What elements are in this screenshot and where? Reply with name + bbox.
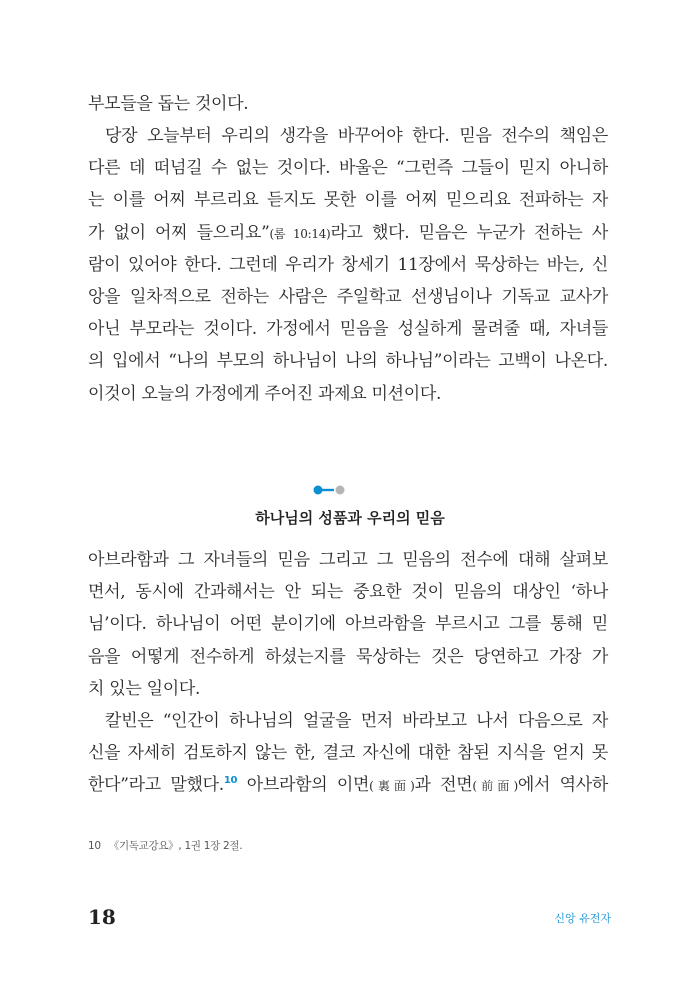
text-line: 다른 데 떠넘길 수 없는 것이다. 바울은 “그런즉 그들이 믿지 아니하 (88, 158, 608, 179)
text-segment: 한다”라고 말했다. (88, 775, 224, 796)
text-line: 님’이다. 하나님이 어떤 분이기에 아브라함을 부르시고 그를 통해 믿 (88, 614, 608, 635)
text-line: 부모들을 돕는 것이다. (88, 94, 249, 114)
text-line: 의 입에서 “나의 부모의 하나님이 나의 하나님”이라는 고백이 나온다. (88, 351, 608, 372)
hanja-annotation: (前面) (472, 779, 518, 794)
text-segment: 과 전면 (414, 775, 473, 796)
paragraph-object-of-faith (88, 544, 608, 705)
footnote-reference[interactable]: 10 (223, 775, 238, 787)
paragraph-calvin-quote (88, 705, 608, 802)
hanja-annotation: (裏面) (369, 779, 415, 794)
text-line: 이것이 오늘의 가정에게 주어진 과제요 미션이다. (88, 383, 442, 404)
text-line: 신을 자세히 검토하지 않는 한, 결코 자신에 대한 참된 지식을 얻지 못 (88, 743, 608, 764)
text-line: 아브라함과 그 자녀들의 믿음 그리고 그 믿음의 전수에 대해 살펴보 (88, 550, 608, 570)
text-line: 칼빈은 “인간이 하나님의 얼굴을 먼저 바라보고 나서 다음으로 자 (105, 711, 608, 731)
text-segment: 아브라함의 이면 (237, 775, 370, 796)
section-heading: 하나님의 성품과 우리의 믿음 (255, 509, 445, 527)
ornament-gray-dot (336, 486, 345, 495)
text-line: 면서, 동시에 간과해서는 안 되는 중요한 것이 믿음의 대상인 ‘하나 (88, 582, 608, 603)
text-line-with-citation (88, 217, 608, 249)
text-line-with-footnote (88, 769, 608, 801)
text-line: 앙을 일차적으로 전하는 사람은 주일학교 선생님이나 기독교 교사가 (88, 286, 608, 307)
text-line: 당장 오늘부터 우리의 생각을 바꾸어야 한다. 믿음 전수의 책임은 (105, 126, 608, 146)
section-ornament-icon (312, 484, 352, 496)
footnote-number: 10 (88, 840, 101, 852)
paragraph-continuation (88, 88, 608, 120)
ornament-blue-dot (314, 486, 323, 495)
text-line: 는 이를 어찌 부르리요 듣지도 못한 이를 어찌 믿으리요 전파하는 자 (88, 190, 608, 211)
text-line: 치 있는 일이다. (88, 678, 201, 699)
text-segment: 가 없이 어찌 들으리요” (88, 222, 270, 243)
page-number: 18 (88, 905, 116, 929)
text-segment: 에서 역사하 (517, 775, 608, 796)
footnote (88, 838, 242, 853)
text-segment: 라고 했다. 믿음은 누군가 전하는 사 (330, 222, 608, 243)
text-line: 람이 있어야 한다. 그런데 우리가 창세기 11장에서 묵상하는 바는, 신 (88, 254, 608, 275)
running-title: 신앙 유전자 (554, 912, 611, 925)
footnote-text: 《기독교강요》, 1권 1장 2절. (108, 840, 243, 852)
paragraph-faith-responsibility (88, 120, 608, 410)
bible-citation: (롬 10:14) (269, 226, 331, 241)
text-line: 음을 어떻게 전수하게 하셨는지를 묵상하는 것은 당연하고 가장 가 (88, 646, 608, 667)
text-line: 아닌 부모라는 것이다. 가정에서 믿음을 성실하게 물려줄 때, 자녀들 (88, 319, 608, 340)
